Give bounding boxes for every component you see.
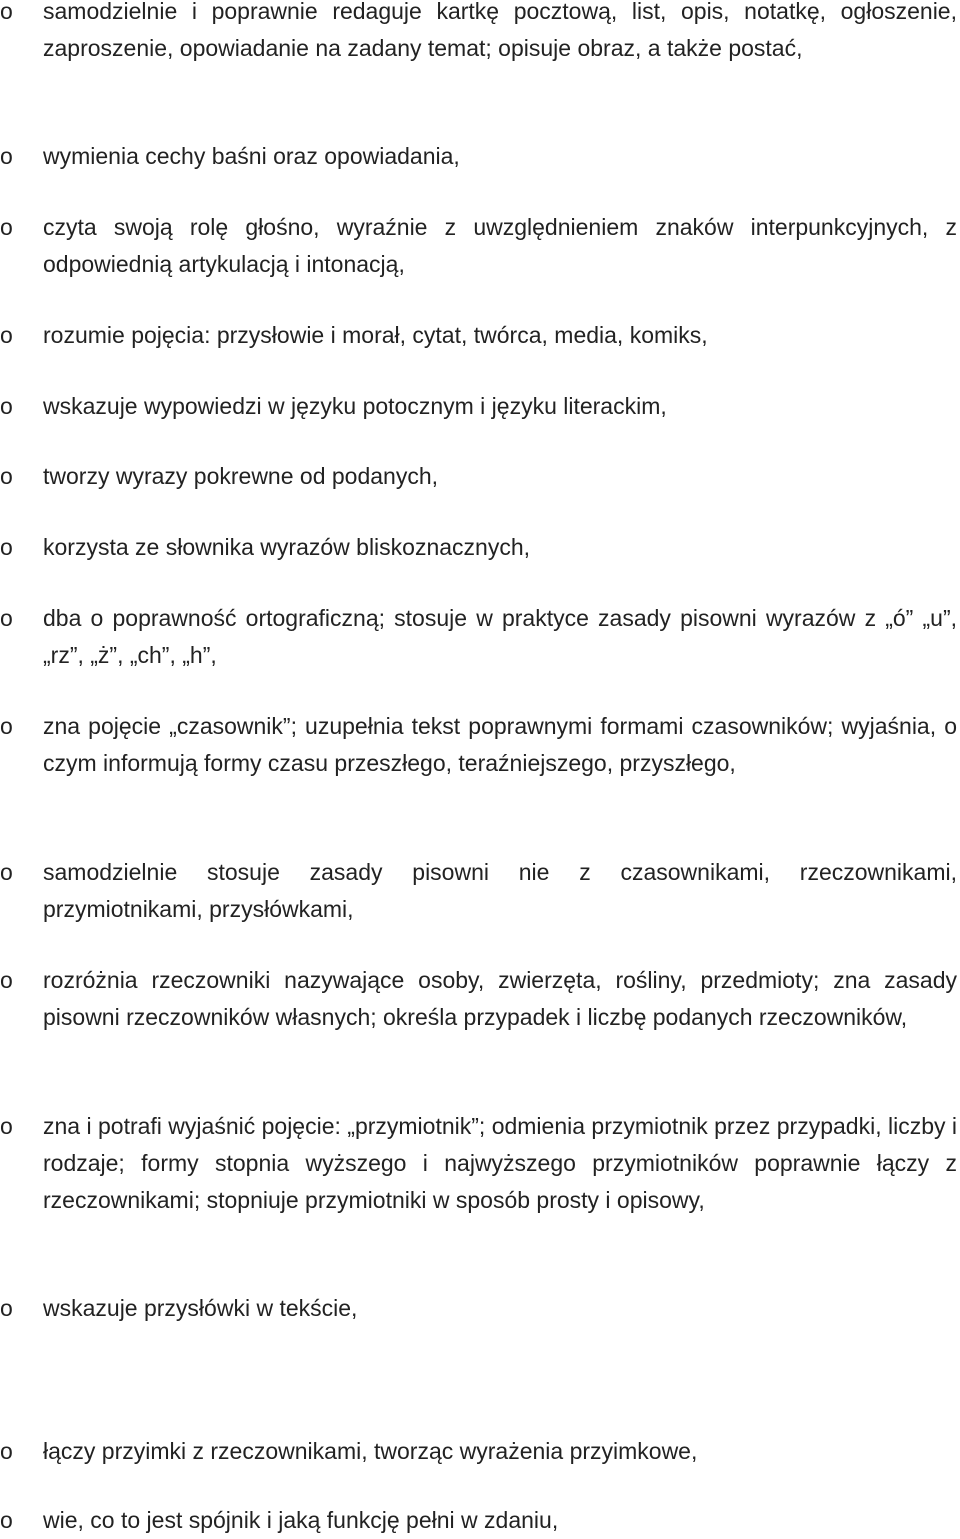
list-item-text: zna pojęcie „czasownik”; uzupełnia tekst poprawnymi formami czasowników; wyjaśnia, o czym informują formy czasu przeszłego, teraźniejszego, przyszłego, (43, 713, 957, 776)
list-item (0, 600, 960, 674)
list-item (0, 388, 960, 425)
bullet-icon: o (0, 859, 13, 885)
list-item (0, 1433, 960, 1470)
list-item (0, 0, 960, 104)
list-item-text: wie, co to jest spójnik i jaką funkcję pełni w zdaniu, (43, 1507, 559, 1533)
bullet-icon: o (0, 143, 13, 169)
list-item (0, 529, 960, 566)
bullet-icon: o (0, 322, 13, 348)
list-item-text: dba o poprawność ortograficzną; stosuje w praktyce zasady pisowni wyrazów z „ó” „u”, „rz”, „ż”, „ch”, „h”, (43, 605, 957, 668)
bullet-icon: o (0, 534, 13, 560)
list-item (0, 317, 960, 354)
list-item (0, 708, 960, 819)
list-item (0, 1502, 960, 1539)
list-item (0, 458, 960, 495)
list-item-text: samodzielnie stosuje zasady pisowni nie z czasownikami, rzeczownikami, przymiotnikami, przysłówkami, (43, 859, 957, 922)
list-item (0, 854, 960, 928)
bullet-icon: o (0, 1113, 13, 1139)
list-item-text: wskazuje przysłówki w tekście, (43, 1295, 358, 1321)
list-item-text: łączy przyimki z rzeczownikami, tworząc wyrażenia przyimkowe, (43, 1438, 698, 1464)
list-item-text: zna i potrafi wyjaśnić pojęcie: „przymiotnik”; odmienia przymiotnik przez przypadki, liczby i rodzaje; formy stopnia wyższego i najwyższego przymiotników poprawnie łączy z rzeczownikami; stopniuje przymiotniki w sposób prosty i opisowy, (43, 1113, 957, 1213)
bullet-icon: o (0, 463, 13, 489)
bullet-icon: o (0, 1438, 13, 1464)
bullet-icon: o (0, 393, 13, 419)
list-item (0, 138, 960, 175)
bullet-icon: o (0, 713, 13, 739)
bullet-icon: o (0, 214, 13, 240)
bullet-icon: o (0, 967, 13, 993)
list-item (0, 962, 960, 1073)
list-item-text: rozróżnia rzeczowniki nazywające osoby, zwierzęta, rośliny, przedmioty; zna zasady pisowni rzeczowników własnych; określa przypadek i liczbę podanych rzeczowników, (43, 967, 957, 1030)
list-item-text: samodzielnie i poprawnie redaguje kartkę pocztową, list, opis, notatkę, ogłoszenie, zaproszenie, opowiadanie na zadany temat; opisuje obraz, a także postać, (43, 0, 957, 61)
list-item (0, 1108, 960, 1256)
list-item (0, 1290, 960, 1327)
list-item-text: rozumie pojęcia: przysłowie i morał, cytat, twórca, media, komiks, (43, 322, 708, 348)
list-item (0, 209, 960, 283)
list-item-text: czyta swoją rolę głośno, wyraźnie z uwzględnieniem znaków interpunkcyjnych, z odpowiednią artykulacją i intonacją, (43, 214, 957, 277)
list-item-text: wskazuje wypowiedzi w języku potocznym i języku literackim, (43, 393, 667, 419)
bullet-icon: o (0, 0, 13, 24)
list-item-text: wymienia cechy baśni oraz opowiadania, (43, 143, 460, 169)
bullet-icon: o (0, 1295, 13, 1321)
bullet-icon: o (0, 1507, 13, 1533)
list-item-text: tworzy wyrazy pokrewne od podanych, (43, 463, 439, 489)
bullet-icon: o (0, 605, 13, 631)
list-item-text: korzysta ze słownika wyrazów bliskoznacznych, (43, 534, 531, 560)
